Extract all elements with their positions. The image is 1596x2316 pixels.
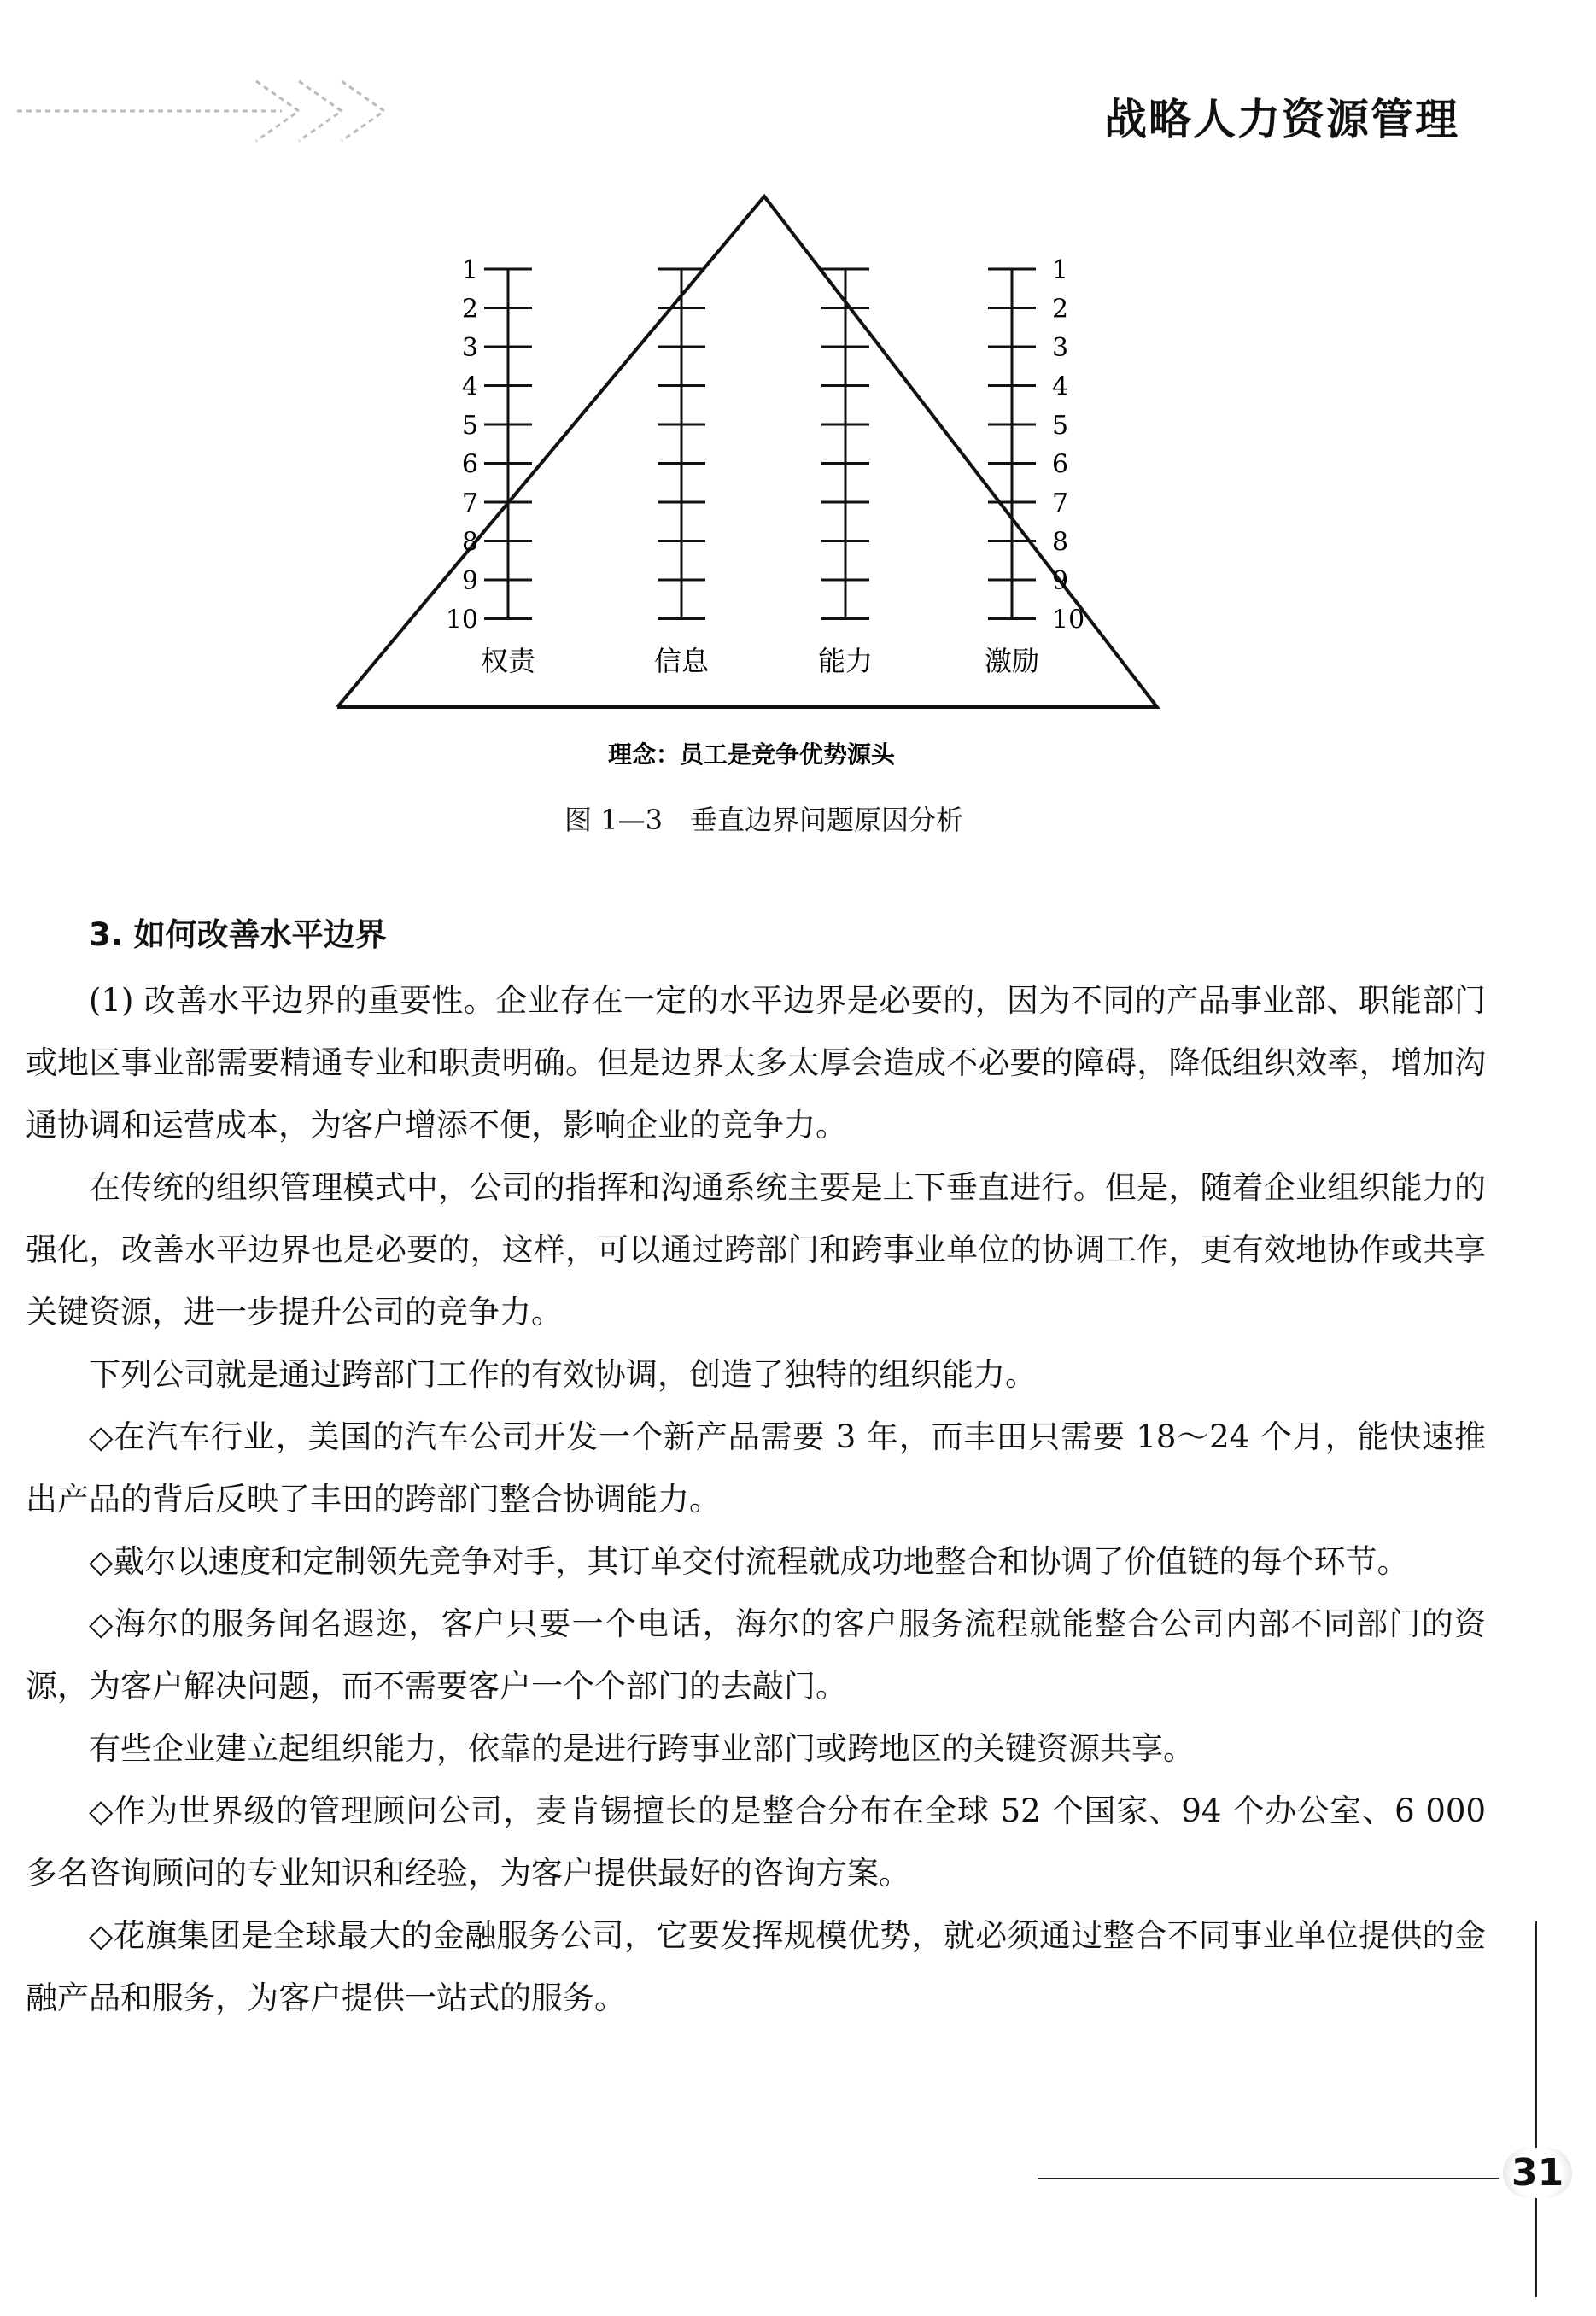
triangle-diagram (324, 179, 1178, 777)
scale-number: 5 (1052, 411, 1069, 441)
scale-number: 3 (461, 333, 478, 363)
column-label-incentive: 激励 (984, 645, 1040, 677)
scale-number: 4 (1052, 371, 1069, 402)
section-heading: 3. 如何改善水平边界 (89, 916, 387, 953)
column-label-capability: 能力 (817, 645, 874, 677)
header-arrow-decoration (0, 51, 444, 145)
scale-number: 7 (461, 488, 478, 518)
scale-number: 6 (1052, 449, 1069, 480)
scale-number: 2 (461, 294, 478, 325)
scale-number: 8 (1052, 527, 1069, 558)
scale-number: 1 (1052, 255, 1069, 285)
figure-caption: 图 1—3 垂直边界问题原因分析 (564, 804, 963, 836)
scale-number: 2 (1052, 294, 1069, 325)
paragraph: ◇海尔的服务闻名遐迩，客户只要一个电话，海尔的客户服务流程就能整合公司内部不同部门的资源，为客户解决问题，而不需要客户一个个部门的去敲门。 (26, 1605, 1486, 1705)
page-number: 31 (1503, 2148, 1572, 2198)
scale-number: 9 (461, 566, 478, 596)
vertical-boundary-figure (324, 179, 1178, 781)
scale-number: 1 (461, 255, 478, 285)
paragraph: (1) 改善水平边界的重要性。企业存在一定的水平边界是必要的，因为不同的产品事业部、职能部门或地区事业部需要精通专业和职责明确。但是边界太多太厚会造成不必要的障碍，降低组织效率，增加沟通协调和运营成本，为客户增添不便，影响企业的竞争力。 (26, 982, 1486, 1143)
column-label-authority: 权责 (480, 645, 536, 677)
paragraph: 下列公司就是通过跨部门工作的有效协调，创造了独特的组织能力。 (89, 1356, 1037, 1393)
paragraph: 有些企业建立起组织能力，依靠的是进行跨事业部门或跨地区的关键资源共享。 (89, 1730, 1195, 1767)
footer-rule (1038, 2178, 1499, 2179)
scale-number: 8 (461, 527, 478, 558)
scale-number: 5 (461, 411, 478, 441)
scale-number: 3 (1052, 333, 1069, 363)
paragraph: ◇花旗集团是全球最大的金融服务公司，它要发挥规模优势，就必须通过整合不同事业单位提供的金融产品和服务，为客户提供一站式的服务。 (26, 1917, 1486, 2016)
scale-number: 7 (1052, 488, 1069, 518)
figure-base-label: 理念：员工是竞争优势源头 (607, 740, 896, 769)
scale-number: 9 (1052, 566, 1069, 596)
right-scale-numbers (1052, 255, 1084, 635)
body-text (26, 901, 1486, 2029)
scale-number: 10 (1052, 605, 1085, 635)
paragraph: ◇戴尔以速度和定制领先竞争对手，其订单交付流程就成功地整合和协调了价值链的每个环节。 (89, 1543, 1409, 1580)
paragraph: ◇在汽车行业，美国的汽车公司开发一个新产品需要 3 年，而丰田只需要 18～24 个月，能快速推出产品的背后反映了丰田的跨部门整合协调能力。 (26, 1418, 1486, 1518)
scale-number: 6 (461, 449, 478, 480)
scale-number: 4 (461, 371, 478, 402)
left-scale-numbers (446, 255, 478, 635)
column-label-information: 信息 (653, 645, 710, 677)
paragraph: ◇作为世界级的管理顾问公司，麦肯锡擅长的是整合分布在全球 52 个国家、94 个办公室、6 000 多名咨询顾问的专业知识和经验，为客户提供最好的咨询方案。 (26, 1793, 1486, 1892)
side-rule (1535, 1921, 1537, 2297)
running-header-title: 战略人力资源管理 (1104, 95, 1459, 144)
scale-number: 10 (445, 605, 478, 635)
paragraph: 在传统的组织管理模式中，公司的指挥和沟通系统主要是上下垂直进行。但是，随着企业组织能力的强化，改善水平边界也是必要的，这样，可以通过跨部门和跨事业单位的协调工作，更有效地协作或共享关键资源，进一步提升公司的竞争力。 (26, 1169, 1486, 1331)
